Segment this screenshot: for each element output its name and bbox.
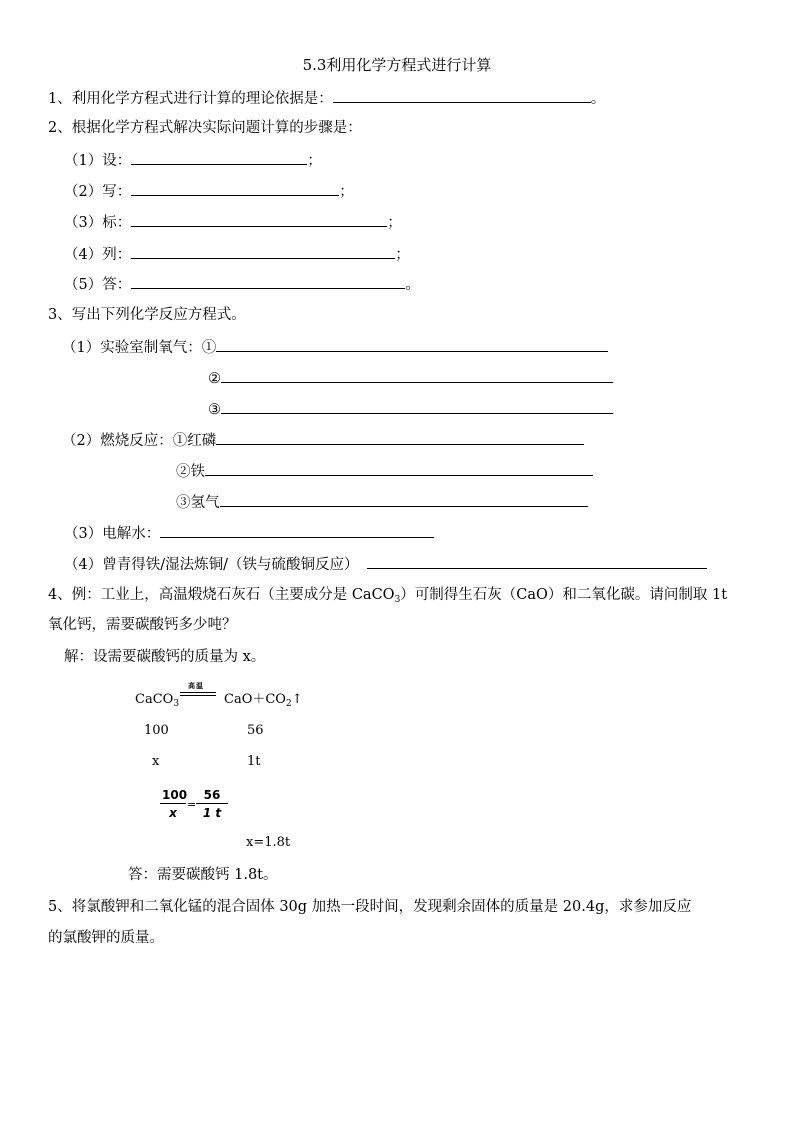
gas-arrow-icon: ↑ [291, 692, 303, 707]
question-1-text: 1、利用化学方程式进行计算的理论依据是： [48, 91, 333, 107]
fraction-left [160, 788, 186, 820]
step-label: （5）答： [64, 277, 132, 293]
fraction-right [196, 788, 228, 820]
equals-sign: = [187, 798, 197, 811]
denominator: x [169, 806, 177, 820]
question-3: 3、写出下列化学反应方程式。 [48, 307, 246, 323]
step-label: （3）标： [64, 215, 132, 231]
molar-mass-left: 100 [144, 723, 169, 738]
numerator: 100 [162, 788, 188, 802]
punctuation: 。 [590, 91, 606, 107]
subscript: 2 [285, 699, 292, 709]
answer-blank[interactable] [216, 337, 608, 352]
combustion-label: （2）燃烧反应： [62, 433, 173, 449]
answer: 答：需要碳酸钙 1.8t。 [128, 867, 278, 883]
answer-blank[interactable] [220, 492, 588, 507]
answer-blank[interactable] [160, 523, 434, 538]
answer-blank[interactable] [216, 430, 584, 445]
oxygen-prep-line-3 [208, 399, 613, 419]
reaction-condition: 高温 [188, 681, 204, 690]
answer-blank[interactable] [131, 212, 387, 227]
step-5 [64, 274, 420, 294]
punctuation: ； [339, 184, 354, 200]
result: x=1.8t [246, 835, 291, 850]
question-5-line-1: 5、将氯酸钾和二氧化锰的混合固体 30g 加热一段时间，发现剩余固体的质量是 20.4g，求参加反应 [48, 899, 692, 915]
subscript: 3 [173, 699, 180, 709]
numerator: 56 [196, 788, 228, 804]
products: CaO＋CO [224, 692, 286, 707]
circled-number: ① [201, 340, 217, 356]
answer-blank[interactable] [131, 244, 395, 259]
answer-blank[interactable] [221, 399, 613, 414]
step-4 [64, 244, 410, 264]
step-label: （1）设： [64, 153, 132, 169]
question-4-text-b: ）可制得生石灰（CaO）和二氧化碳。请问制取 1t [400, 587, 728, 603]
subscript: 3 [394, 595, 401, 605]
electrolysis-line [64, 523, 434, 543]
equation-right [224, 691, 303, 713]
oxygen-prep-line-2 [208, 368, 613, 388]
denominator: 1 t [202, 806, 222, 820]
reactant: CaCO [135, 692, 174, 707]
punctuation: ； [387, 215, 402, 231]
combustion-item: ③氢气 [176, 495, 220, 511]
answer-blank[interactable] [205, 461, 593, 476]
combustion-item: ①红磷 [172, 433, 217, 449]
answer-blank[interactable] [131, 150, 307, 165]
answer-blank[interactable] [221, 368, 613, 383]
question-5-line-2: 的氯酸钾的质量。 [48, 930, 164, 946]
molar-mass-right: 56 [247, 723, 264, 738]
punctuation: 。 [405, 277, 420, 293]
punctuation: ； [395, 247, 410, 263]
page-title: 5.3利用化学方程式进行计算 [302, 56, 492, 74]
answer-blank[interactable] [367, 554, 707, 569]
answer-blank[interactable] [333, 88, 591, 103]
question-4-line-1 [48, 586, 727, 609]
unknown-left: x [152, 754, 160, 769]
equals-sign-double-line [180, 692, 216, 696]
oxygen-prep-line-1 [62, 337, 608, 357]
step-3 [64, 212, 402, 232]
electrolysis-label: （3）电解水： [64, 526, 161, 542]
unknown-right: 1t [247, 754, 261, 769]
step-2 [64, 181, 354, 201]
combustion-line-3 [176, 492, 588, 512]
question-4-line-2: 氧化钙，需要碳酸钙多少吨？ [48, 617, 237, 633]
combustion-item: ②铁 [176, 464, 205, 480]
combustion-line-2 [176, 461, 593, 481]
question-2: 2、根据化学方程式解决实际问题计算的步骤是： [48, 120, 362, 136]
answer-blank[interactable] [131, 181, 339, 196]
combustion-line-1 [62, 430, 584, 450]
step-1 [64, 150, 322, 170]
question-4-text-a: 4、例：工业上，高温煅烧石灰石（主要成分是 CaCO [48, 587, 395, 603]
circled-number: ③ [208, 402, 221, 418]
copper-label: （4）曾青得铁/湿法炼铜/（铁与硫酸铜反应） [64, 557, 359, 573]
question-1 [48, 88, 605, 108]
punctuation: ； [307, 153, 322, 169]
step-label: （2）写： [64, 184, 132, 200]
oxygen-prep-label: （1）实验室制氧气： [62, 340, 202, 356]
circled-number: ② [208, 371, 221, 387]
solution-setup: 解：设需要碳酸钙的质量为 x。 [64, 649, 266, 665]
step-label: （4）列： [64, 247, 132, 263]
copper-line [64, 554, 707, 574]
equation-left [135, 691, 179, 713]
answer-blank[interactable] [131, 274, 405, 289]
